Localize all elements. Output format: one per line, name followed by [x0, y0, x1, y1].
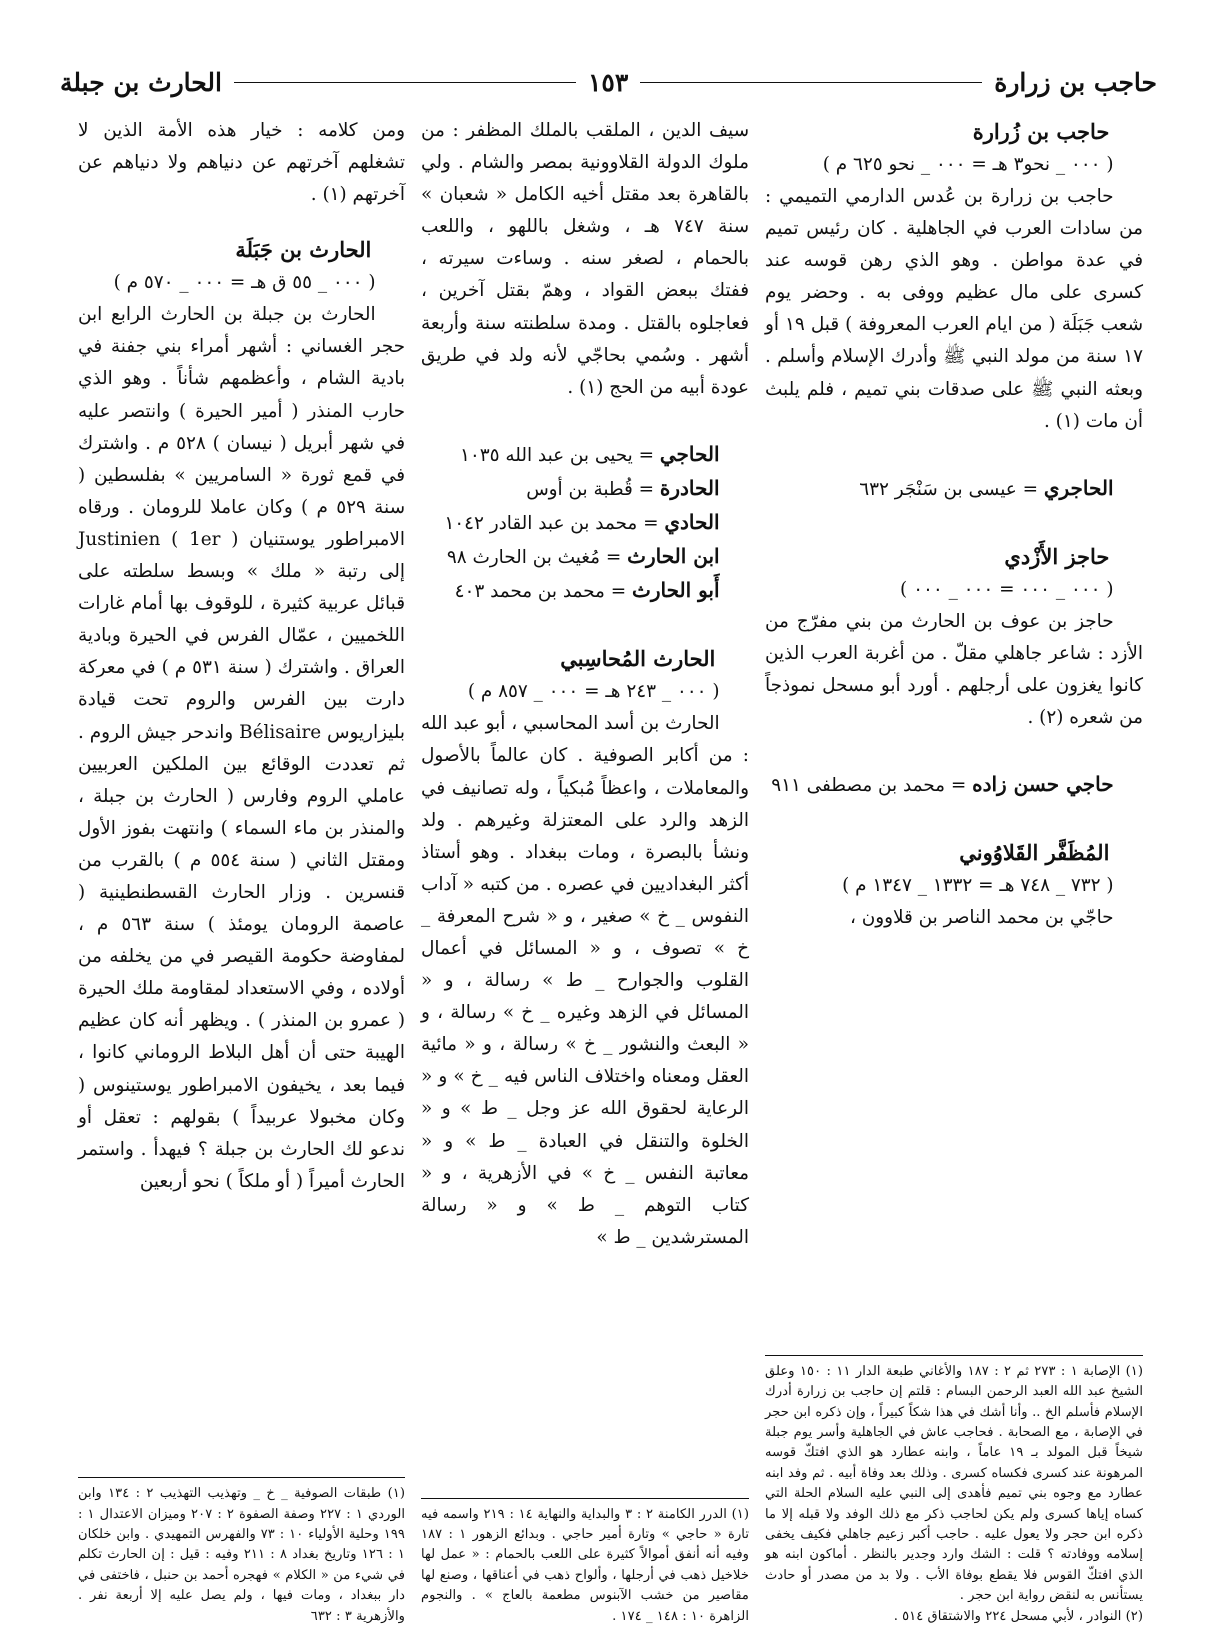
column-middle	[405, 115, 765, 1627]
header-rule	[640, 82, 982, 83]
xref-head: الحادرة	[659, 475, 720, 500]
running-header	[60, 62, 1157, 102]
cross-reference	[421, 506, 749, 540]
entry-title: حاجب بن زُرارة	[972, 119, 1110, 144]
entry-text: الحارث بن أسد المحاسبي ، أبو عبد الله : من أكابر الصوفية . كان عالماً بالأصول والمعاملات ، واعظاً مُبكياً ، وله تصانيف في الزهد والرد على المعتزلة وغيرهم . ولد ونشأ بالبصرة ، ومات ببغداد . وهو أستاذ أكثر البغداديين في عصره . من كتبه « آداب النفوس _ خ » صغير ، و « شرح المعرفة _ خ » تصوف ، و « المسائل في أعمال القلوب والجوارح _ ط » رسالة ، و « المسائل في الزهد وغيره _ خ » رسالة ، و « البعث والنشور _ خ » رسالة ، و « مائية العقل ومعناه واختلاف الناس فيه _ خ » و « الرعاية لحقوق الله عز وجل _ ط » و « الخلوة والتنقل في العبادة _ ط » و « معاتبة النفس _ خ » في الأزهرية ، و « كتاب التوهم _ ط » و « رسالة المسترشدين _ ط »	[421, 713, 749, 1248]
footnotes	[421, 1498, 749, 1627]
xref-head: الحادي	[664, 510, 720, 535]
cross-reference	[421, 540, 749, 574]
footnote-rule	[421, 1498, 749, 1499]
entry-dates: ( ٠٠٠ _ ٢٤٣ هـ = ٠٠٠ _ ٨٥٧ م )	[467, 681, 720, 703]
entry-text: حاجب بن زرارة بن عُدس الدارمي التميمي : من سادات العرب في الجاهلية . كان رئيس تميم في عدة مواطن . وهو الذي رهن قوسه عند كسرى على مال عظيم ووفى به . وحضر يوم شعب جَبَلَة ( من ايام العرب المعروفة ) قبل ١٩ أو ١٧ سنة من مولد النبي ﷺ وأدرك الإسلام وأسلم . وبعثه النبي ﷺ على صدقات بني تميم ، فلم يلبث أن مات (١) .	[765, 186, 1143, 432]
header-right-title: حاجب بن زرارة	[994, 67, 1157, 97]
footnote: (١) طبقات الصوفية _ خ _ وتهذيب التهذيب ٢ : ١٣٤ وابن الوردي ١ : ٢٢٧ وصفة الصفوة ٢ : ٢٠٧ وميزان الاعتدال ١ : ١٩٩ وحلية الأولياء ١٠ : ٧٣ والفهرس التمهيدي . وابن خلكان ١ : ١٢٦ وتاريخ بغداد ٨ : ٢١١ وفيه : قيل : إن الحارث تكلم في شيء من « الكلام » فهجره أحمد بن حنبل ، فاختفى في دار ببغداد ، ومات فيها ، ولم يصل عليه إلا أربعة نفر . والأزهرية ٣ : ٦٣٢	[78, 1486, 406, 1624]
footnote: (١) الإصابة ١ : ٢٧٣ ثم ٢ : ١٨٧ والأغاني طبعة الدار ١١ : ١٥٠ وعلق الشيخ عبد الله العبد الرحمن البسام : قلتم إن حاجب بن زرارة أدرك الإسلام فأسلم الخ .. وأنا أشك في هذا شكاً كبيراً ، وإن ذكره ابن حجر في الإصابة ، مع الصحابة . فحاجب عاش في الجاهلية وأسر يوم جبلة شيخاً قبل المولد بـ ١٩ عاماً ، وابنه عطارد هو الذي افتكّ قوسه المرهونة عند كسرى فكساه كسرى . وذلك بعد وفاة أبيه . ثم وفد ابنه عطارد مع وجوه بني تميم فأهدى إلى النبي عليه السلام الحلة التي كساه إياها كسرى ولم يكن لحاجب ذكر مع ذلك الوفد ولا قبله إلا ما ذكره ابن حجر ولا يعول عليه . حاجب أكبر زعيم جاهلي فكيف يخفى إسلامه ووفادته ؟ قلت : الشك وارد وجدير بالنظر . أماكون ابنه هو الذي افتكّ القوس فلا يقطع بوفاة الأب . ولا بد من مصدر أو حادث يستأنس به لنقض رواية ابن حجر .	[765, 1363, 1144, 1604]
entry-title: الحارث بن جَبَلَة	[235, 237, 372, 263]
xref-target: = محمد بن عبد القادر ١٠٤٢	[444, 513, 665, 535]
entry-dates: ( ٠٠٠ _ ٠٠٠ = ٠٠٠ _ ٠٠٠ )	[900, 578, 1114, 600]
entry-title: الحارث المُحاسِبي	[560, 646, 716, 672]
xref-head: ابن الحارث	[627, 544, 720, 569]
cross-reference	[765, 768, 1143, 802]
column-right	[765, 115, 1157, 1627]
cross-reference	[421, 438, 749, 472]
footnote-rule	[78, 1477, 405, 1478]
xref-target: = محمد بن مصطفى ٩١١	[771, 775, 973, 797]
column-body	[78, 115, 405, 1198]
column-left	[60, 115, 405, 1627]
footnote-rule	[765, 1355, 1143, 1356]
xref-target: = محمد بن محمد ٤٠٣	[454, 581, 632, 603]
column-body	[765, 115, 1143, 934]
cross-reference	[421, 472, 749, 506]
xref-target: = عيسى بن سَنْجَر ٦٣٢	[859, 478, 1044, 500]
xref-head: أَبو الحارث	[632, 578, 720, 603]
entry-text: الحارث بن جبلة بن الحارث الرابع ابن حجر الغساني : أشهر أمراء بني جفنة في بادية الشام ، وأعظمهم شأناً . وهو الذي حارب المنذر ( أمير الحيرة ) وانتصر عليه في شهر أبريل ( نيسان ) ٥٢٨ م . واشترك في قمع ثورة « السامريين » بفلسطين ( سنة ٥٢٩ م ) وكان عاملا للرومان . ورقاه الامبراطور يوستنيان Justinien ( 1er ) إلى رتبة « ملك » وبسط سلطته على قبائل عربية كثيرة ، للوقوف بها أمام غارات اللخميين ، عمّال الفرس في الحيرة وبادية العراق . واشترك ( سنة ٥٣١ م ) في معركة دارت بين الفرس والروم تحت قيادة بليزاريوس Bélisaire واندحر جيش الروم . ثم تعددت الوقائع بين الملكين العربيين عاملي الروم وفارس ( الحارث بن جبلة ، والمنذر بن ماء السماء ) وانتهت بفوز الأول ومقتل الثاني ( سنة ٥٥٤ م ) بالقرب من قنسرين . وزار الحارث القسطنطينية ( عاصمة الرومان يومئذ ) سنة ٥٦٣ م ، لمفاوضة حكومة القيصر في من يخلفه من أولاده ، وفي الاستعداد لمقاومة ملك الحيرة ( عمرو بن المنذر ) . ويظهر أنه كان عظيم الهيبة حتى أن أهل البلاط الروماني كانوا ، فيما بعد ، يخيفون الامبراطور يوستينوس ( وكان مخبولا عربيداً ) بقولهم : تعقل أو ندعو لك الحارث بن جبلة ؟ فيهدأ . واستمر الحارث أميراً ( أو ملكاً ) نحو أربعين	[78, 304, 406, 1192]
footnotes	[78, 1477, 405, 1627]
entry-text: حاجّي بن محمد الناصر بن قلاوون ،	[849, 907, 1114, 929]
header-left-title: الحارث بن جبلة	[60, 67, 222, 97]
cross-reference	[765, 472, 1143, 506]
xref-head: الحاجي	[659, 441, 720, 466]
entry-text: حاجز بن عوف بن الحارث من بني مفرّج من الأزد : شاعر جاهلي مقلّ . من أغربة العرب الذين كانوا يغزون على أرجلهم . أورد أبو مسحل نموذجاً من شعره (٢) .	[765, 610, 1143, 729]
footnote: (٢) النوادر ، لأبي مسحل ٢٢٤ والاشتقاق ٥١٤ .	[893, 1608, 1143, 1624]
entry-text-continued: ومن كلامه : خيار هذه الأمة الذين لا تشغلهم آخرتهم عن دنياهم ولا دنياهم عن آخرتهم (١) .	[78, 120, 405, 206]
page-number: ١٥٣	[587, 67, 629, 97]
entry-title: المُظَفَّر القَلاوُوني	[959, 840, 1110, 866]
entry-dates: ( ٧٣٢ _ ٧٤٨ هـ = ١٣٣٢ _ ١٣٤٧ م )	[842, 875, 1114, 897]
entry-title: حاجز الأَزْدي	[1004, 543, 1110, 569]
xref-head: الحاجري	[1043, 475, 1114, 500]
entry-text-continued: سيف الدين ، الملقب بالملك المظفر : من ملوك الدولة القلاوونية بمصر والشام . ولي بالقاهرة بعد مقتل أخيه الكامل « شعبان » سنة ٧٤٧ هـ ، وشغل باللهو ، واللعب بالحمام ، لصغر سنه . وساءت سيرته ، ففتك ببعض القواد ، وهمّ بقتل آخرين ، فعاجلوه بالقتل . ومدة سلطنته سنة وأربعة أشهر . وسُمي بحاجّي لأنه ولد في طريق عودة أبيه من الحج (١) .	[421, 120, 749, 398]
xref-target: = قُطبة بن أوس	[526, 478, 660, 500]
header-rule	[234, 82, 576, 83]
entry-dates: ( ٠٠٠ _ ٥٥ ق هـ = ٠٠٠ _ ٥٧٠ م )	[113, 272, 376, 294]
xref-target: = مُغيث بن الحارث ٩٨	[446, 547, 628, 569]
text-columns	[60, 115, 1157, 1627]
footnotes	[765, 1355, 1143, 1627]
xref-head: حاجي حسن زاده	[972, 772, 1114, 797]
cross-reference-list	[421, 438, 749, 608]
cross-reference	[421, 574, 749, 608]
xref-target: = يحيى بن عبد الله ١٠٣٥	[460, 444, 660, 466]
entry-dates: ( ٠٠٠ _ نحو٣ هـ = ٠٠٠ _ نحو ٦٢٥ م )	[822, 154, 1114, 175]
column-body	[421, 115, 749, 1254]
footnote: (١) الدرر الكامنة ٢ : ٣ والبداية والنهاية ١٤ : ٢١٩ واسمه فيه تارة « حاجي » وتارة أمير حاجي . وبدائع الزهور ١ : ١٨٧ وفيه أنه أنفق أموالاً كثيرة على اللعب بالحمام : « عمل لها خلاخيل ذهب في أرجلها ، وألواح ذهب في أعناقها ، وصنع لها مقاصير من خشب الآبنوس مطعمة بالعاج » . والنجوم الزاهرة ١٠ : ١٤٨ _ ١٧٤ .	[421, 1506, 749, 1624]
